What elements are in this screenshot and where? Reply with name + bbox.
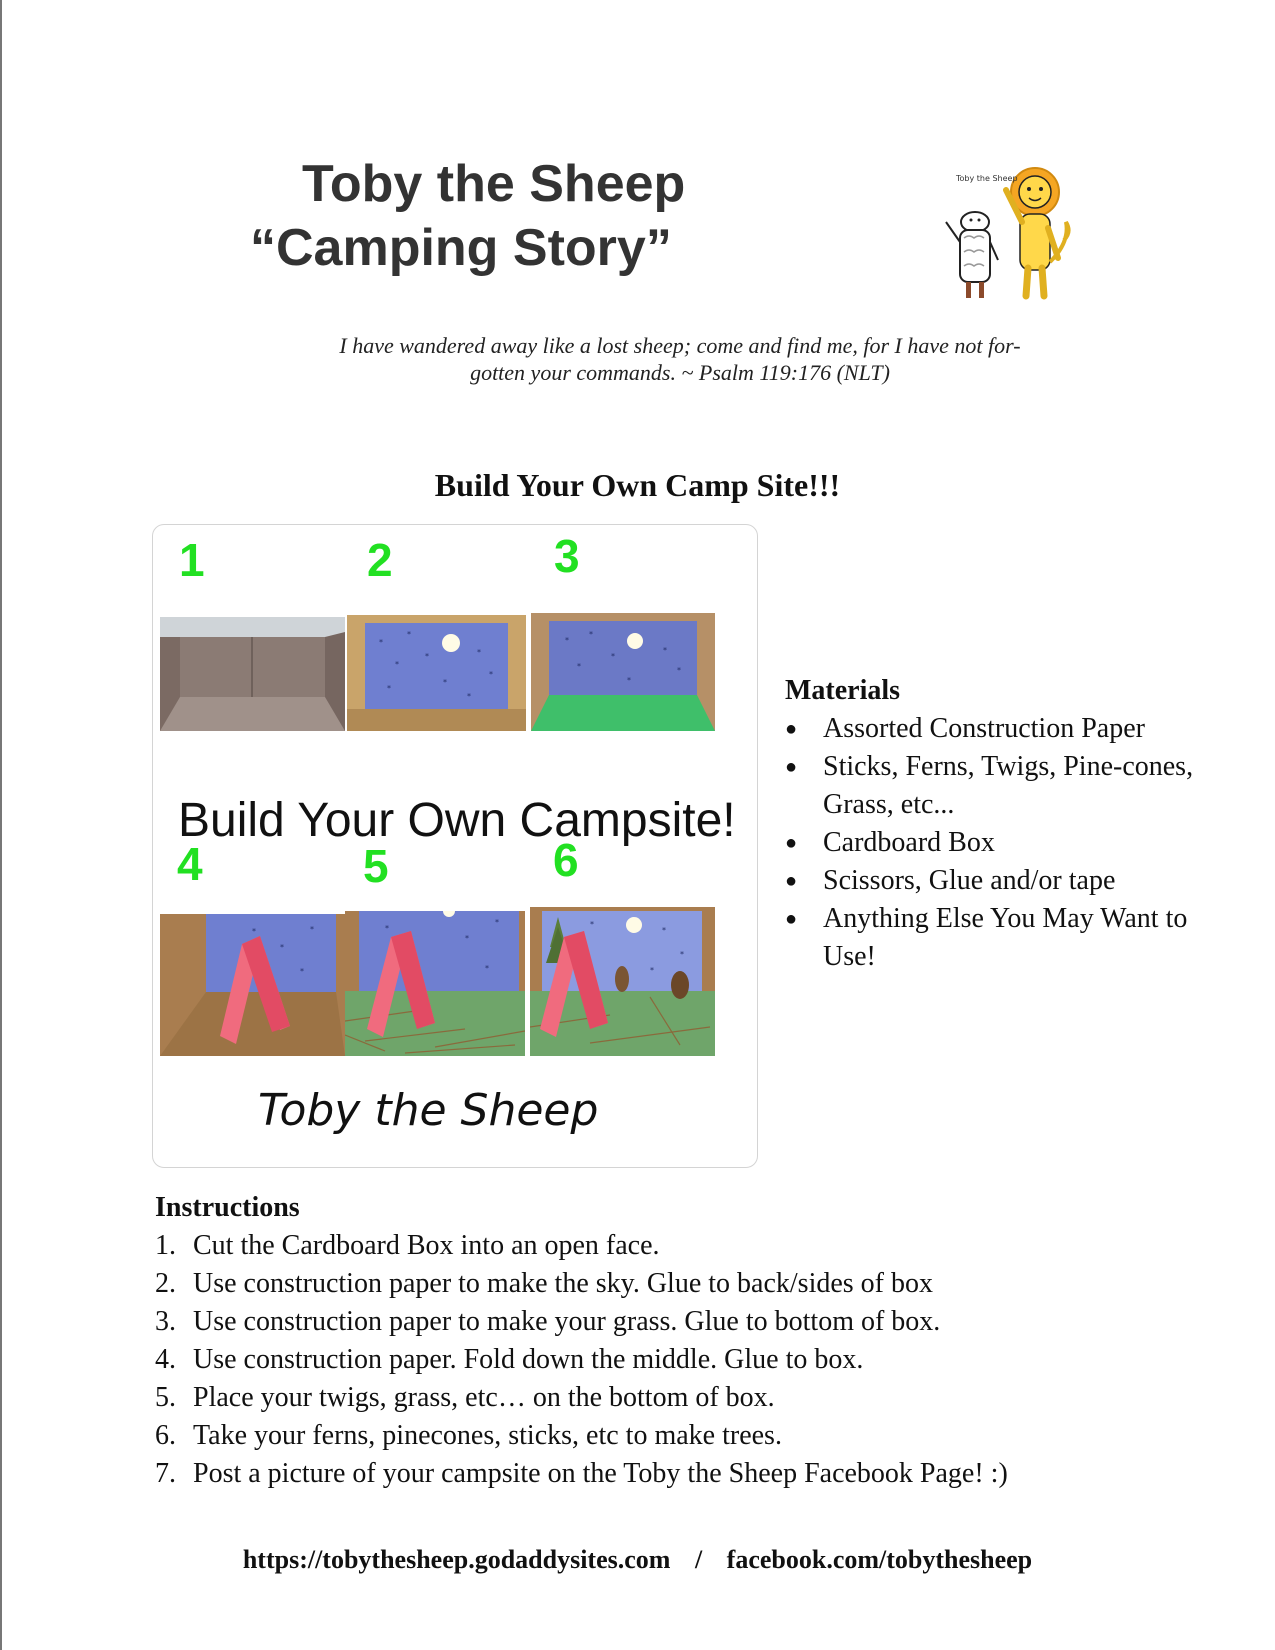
materials-section — [785, 672, 1225, 976]
svg-text:*: * — [680, 950, 684, 959]
lion-icon — [1006, 168, 1069, 296]
footer-links — [0, 1545, 1275, 1575]
step-photo-2 — [347, 615, 526, 731]
bullet-icon: ● — [785, 718, 798, 740]
instructions-section — [155, 1189, 1215, 1493]
sheep-icon — [946, 212, 998, 298]
bullet-icon: ● — [785, 870, 798, 892]
bullet-icon: ● — [785, 908, 798, 930]
logo-caption: Toby the Sheep — [956, 174, 1018, 183]
instruction-step: 6. Take your ferns, pinecones, sticks, etc to make trees. — [155, 1417, 1215, 1455]
step-index: 5. — [155, 1382, 176, 1413]
svg-text:*: * — [300, 967, 304, 976]
step-number-6: 6 — [553, 834, 579, 886]
step-photo-1 — [160, 617, 345, 731]
svg-text:*: * — [379, 638, 383, 647]
step-photo-6 — [530, 907, 715, 1056]
svg-text:*: * — [663, 646, 667, 655]
svg-text:*: * — [662, 926, 666, 935]
instructions-list — [155, 1227, 1215, 1493]
step-number-2: 2 — [367, 534, 393, 586]
svg-text:*: * — [590, 920, 594, 929]
svg-text:*: * — [465, 934, 469, 943]
step-photo-3 — [531, 613, 715, 731]
step-index: 7. — [155, 1458, 176, 1489]
svg-text:*: * — [310, 925, 314, 934]
svg-text:*: * — [252, 927, 256, 936]
list-item: ● Scissors, Glue and/or tape — [785, 862, 1225, 900]
svg-text:*: * — [443, 678, 447, 687]
svg-text:*: * — [565, 636, 569, 645]
page-title — [250, 152, 770, 280]
svg-text:*: * — [611, 652, 615, 661]
list-item: ● Sticks, Ferns, Twigs, Pine-cones, Grass, etc... — [785, 748, 1225, 824]
instruction-step: 3. Use construction paper to make your grass. Glue to bottom of box. — [155, 1303, 1215, 1341]
image-card-signature: Toby the Sheep — [258, 1085, 599, 1136]
website-link[interactable]: https://tobythesheep.godaddysites.com — [242, 1545, 671, 1574]
step-photo-4 — [160, 914, 345, 1056]
verse-line-1: I have wandered away like a lost sheep; come and find me, for I have not for- — [339, 333, 1021, 358]
step-index: 3. — [155, 1306, 176, 1337]
svg-text:*: * — [280, 943, 284, 952]
step-number-5: 5 — [363, 840, 389, 892]
step-number-4: 4 — [177, 838, 203, 890]
instruction-step: 2. Use construction paper to make the sky. Glue to back/sides of box — [155, 1265, 1215, 1303]
step-number-3: 3 — [554, 530, 580, 582]
instruction-step: 5. Place your twigs, grass, etc… on the bottom of box. — [155, 1379, 1215, 1417]
title-line-2: “Camping Story” — [250, 219, 672, 277]
step-index: 4. — [155, 1344, 176, 1375]
svg-text:*: * — [650, 966, 654, 975]
verse-line-2: gotten your commands. ~ Psalm 119:176 (NLT) — [470, 360, 890, 385]
instruction-step: 1. Cut the Cardboard Box into an open face. — [155, 1227, 1215, 1265]
step-index: 2. — [155, 1268, 176, 1299]
svg-text:*: * — [485, 964, 489, 973]
sheep-and-lion-illustration — [940, 162, 1110, 312]
footer-separator: / — [694, 1545, 703, 1574]
list-item: ● Assorted Construction Paper — [785, 710, 1225, 748]
step-number-1: 1 — [179, 534, 205, 586]
instruction-step: 7. Post a picture of your campsite on the Toby the Sheep Facebook Page! :) — [155, 1455, 1215, 1493]
page-left-border — [0, 0, 2, 1650]
svg-text:*: * — [495, 918, 499, 927]
title-line-1: Toby the Sheep — [302, 155, 686, 213]
step-index: 6. — [155, 1420, 176, 1451]
toby-logo — [940, 162, 1110, 312]
materials-list — [785, 710, 1225, 976]
bullet-icon: ● — [785, 832, 798, 854]
section-heading: Build Your Own Camp Site!!! — [434, 467, 841, 503]
step-photo-5 — [345, 911, 525, 1056]
bible-verse — [250, 332, 1110, 386]
image-card-title: Build Your Own Campsite! — [178, 794, 736, 847]
list-item: ● Anything Else You May Want to Use! — [785, 900, 1225, 976]
svg-text:*: * — [627, 676, 631, 685]
svg-text:*: * — [477, 648, 481, 657]
instruction-step: 4. Use construction paper. Fold down the middle. Glue to box. — [155, 1341, 1215, 1379]
svg-text:*: * — [677, 666, 681, 675]
svg-text:*: * — [407, 630, 411, 639]
facebook-link[interactable]: facebook.com/tobythesheep — [726, 1545, 1033, 1574]
svg-text:*: * — [467, 692, 471, 701]
step-index: 1. — [155, 1230, 176, 1261]
svg-text:*: * — [489, 670, 493, 679]
svg-text:*: * — [387, 684, 391, 693]
svg-text:*: * — [577, 662, 581, 671]
svg-text:*: * — [385, 924, 389, 933]
bullet-icon: ● — [785, 756, 798, 778]
materials-heading: Materials — [785, 675, 901, 706]
svg-text:*: * — [395, 660, 399, 669]
campsite-steps-image — [152, 524, 758, 1168]
svg-text:*: * — [589, 630, 593, 639]
list-item: ● Cardboard Box — [785, 824, 1225, 862]
svg-text:*: * — [425, 652, 429, 661]
instructions-heading: Instructions — [155, 1192, 300, 1223]
